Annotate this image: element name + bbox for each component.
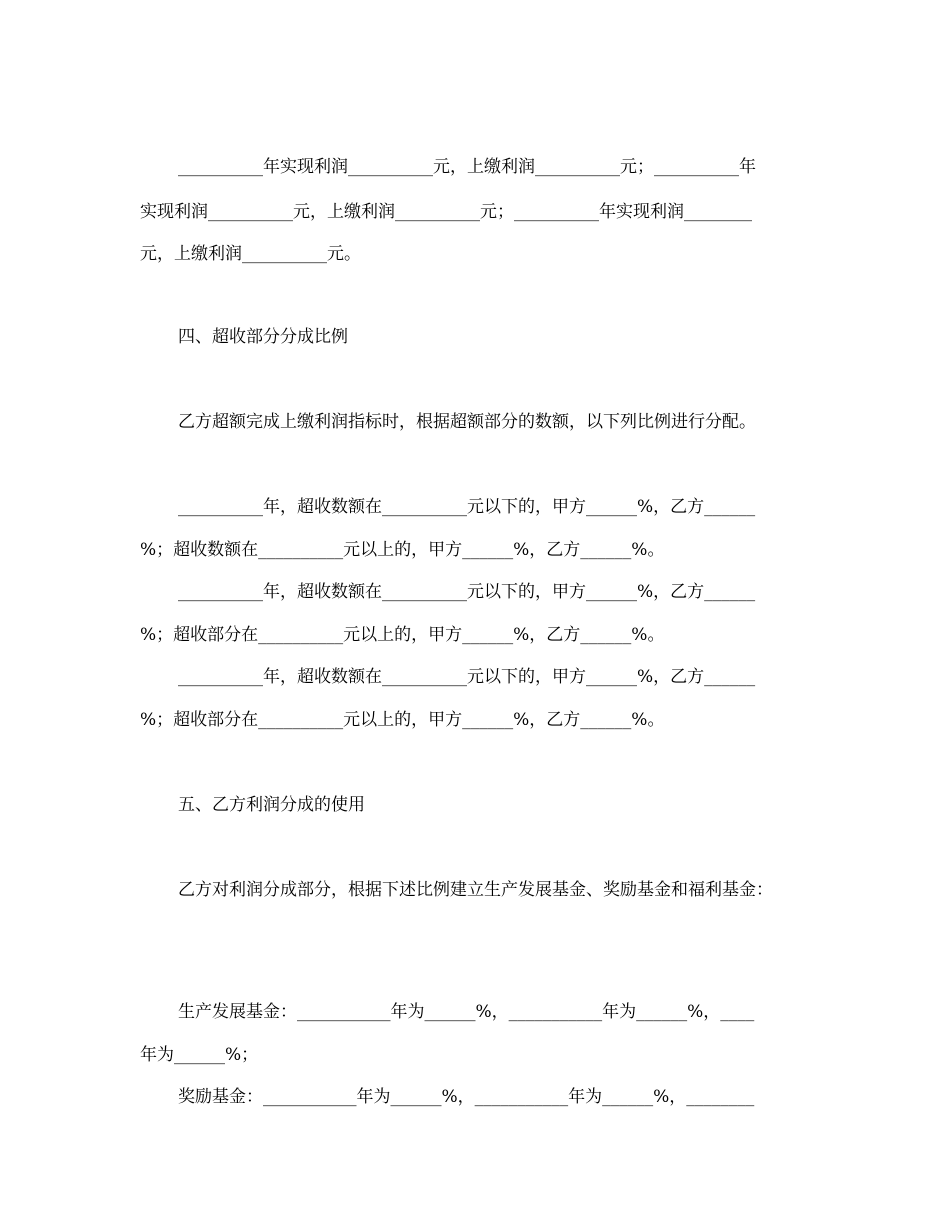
text-line: %；超收部分在__________元以上的，甲方______%，乙方______%。 — [140, 625, 665, 645]
text-line: 生产发展基金：___________年为______%，___________年为______%，____ — [178, 1002, 755, 1022]
fund-production-a — [0, 1000, 950, 1028]
overage-row-2a — [0, 580, 950, 608]
paragraph-profit-years — [0, 155, 950, 183]
section-heading-4 — [0, 325, 950, 353]
text-line: __________年实现利润__________元，上缴利润__________元；__________年 — [178, 157, 756, 177]
text-line: __________年，超收数额在__________元以下的，甲方______%，乙方______ — [178, 582, 756, 602]
text-line: 乙方对利润分成部分，根据下述比例建立生产发展基金、奖励基金和福利基金： — [178, 880, 773, 900]
fund-production-b — [0, 1043, 950, 1071]
section-title: 五、乙方利润分成的使用 — [178, 795, 365, 815]
overage-row-1a — [0, 495, 950, 523]
text-line: 实现利润__________元，上缴利润__________元；__________年实现利润________ — [140, 202, 752, 222]
section-title: 四、超收部分分成比例 — [178, 327, 348, 347]
overage-row-3a — [0, 665, 950, 693]
text-line: %；超收部分在__________元以上的，甲方______%，乙方______%。 — [140, 710, 665, 730]
text-line: __________年，超收数额在__________元以下的，甲方______%，乙方______ — [178, 497, 756, 517]
text-line: 乙方超额完成上缴利润指标时，根据超额部分的数额，以下列比例进行分配。 — [178, 412, 756, 432]
overage-row-2b — [0, 623, 950, 651]
text-line: %；超收数额在__________元以上的，甲方______%，乙方______%。 — [140, 540, 665, 560]
text-line: 奖励基金：___________年为______%，___________年为______%，________ — [178, 1087, 755, 1107]
paragraph-profit-years-end — [0, 242, 950, 270]
fund-reward — [0, 1085, 950, 1113]
section-heading-5 — [0, 793, 950, 821]
text-line: 年为______%； — [140, 1045, 259, 1065]
overage-row-3b — [0, 708, 950, 736]
paragraph-profit-years-cont — [0, 200, 950, 228]
text-line: 元，上缴利润__________元。 — [140, 244, 361, 264]
paragraph-fund-intro — [0, 878, 950, 906]
text-line: __________年，超收数额在__________元以下的，甲方______%，乙方______ — [178, 667, 756, 687]
overage-row-1b — [0, 538, 950, 566]
paragraph-overage-intro — [0, 410, 950, 438]
